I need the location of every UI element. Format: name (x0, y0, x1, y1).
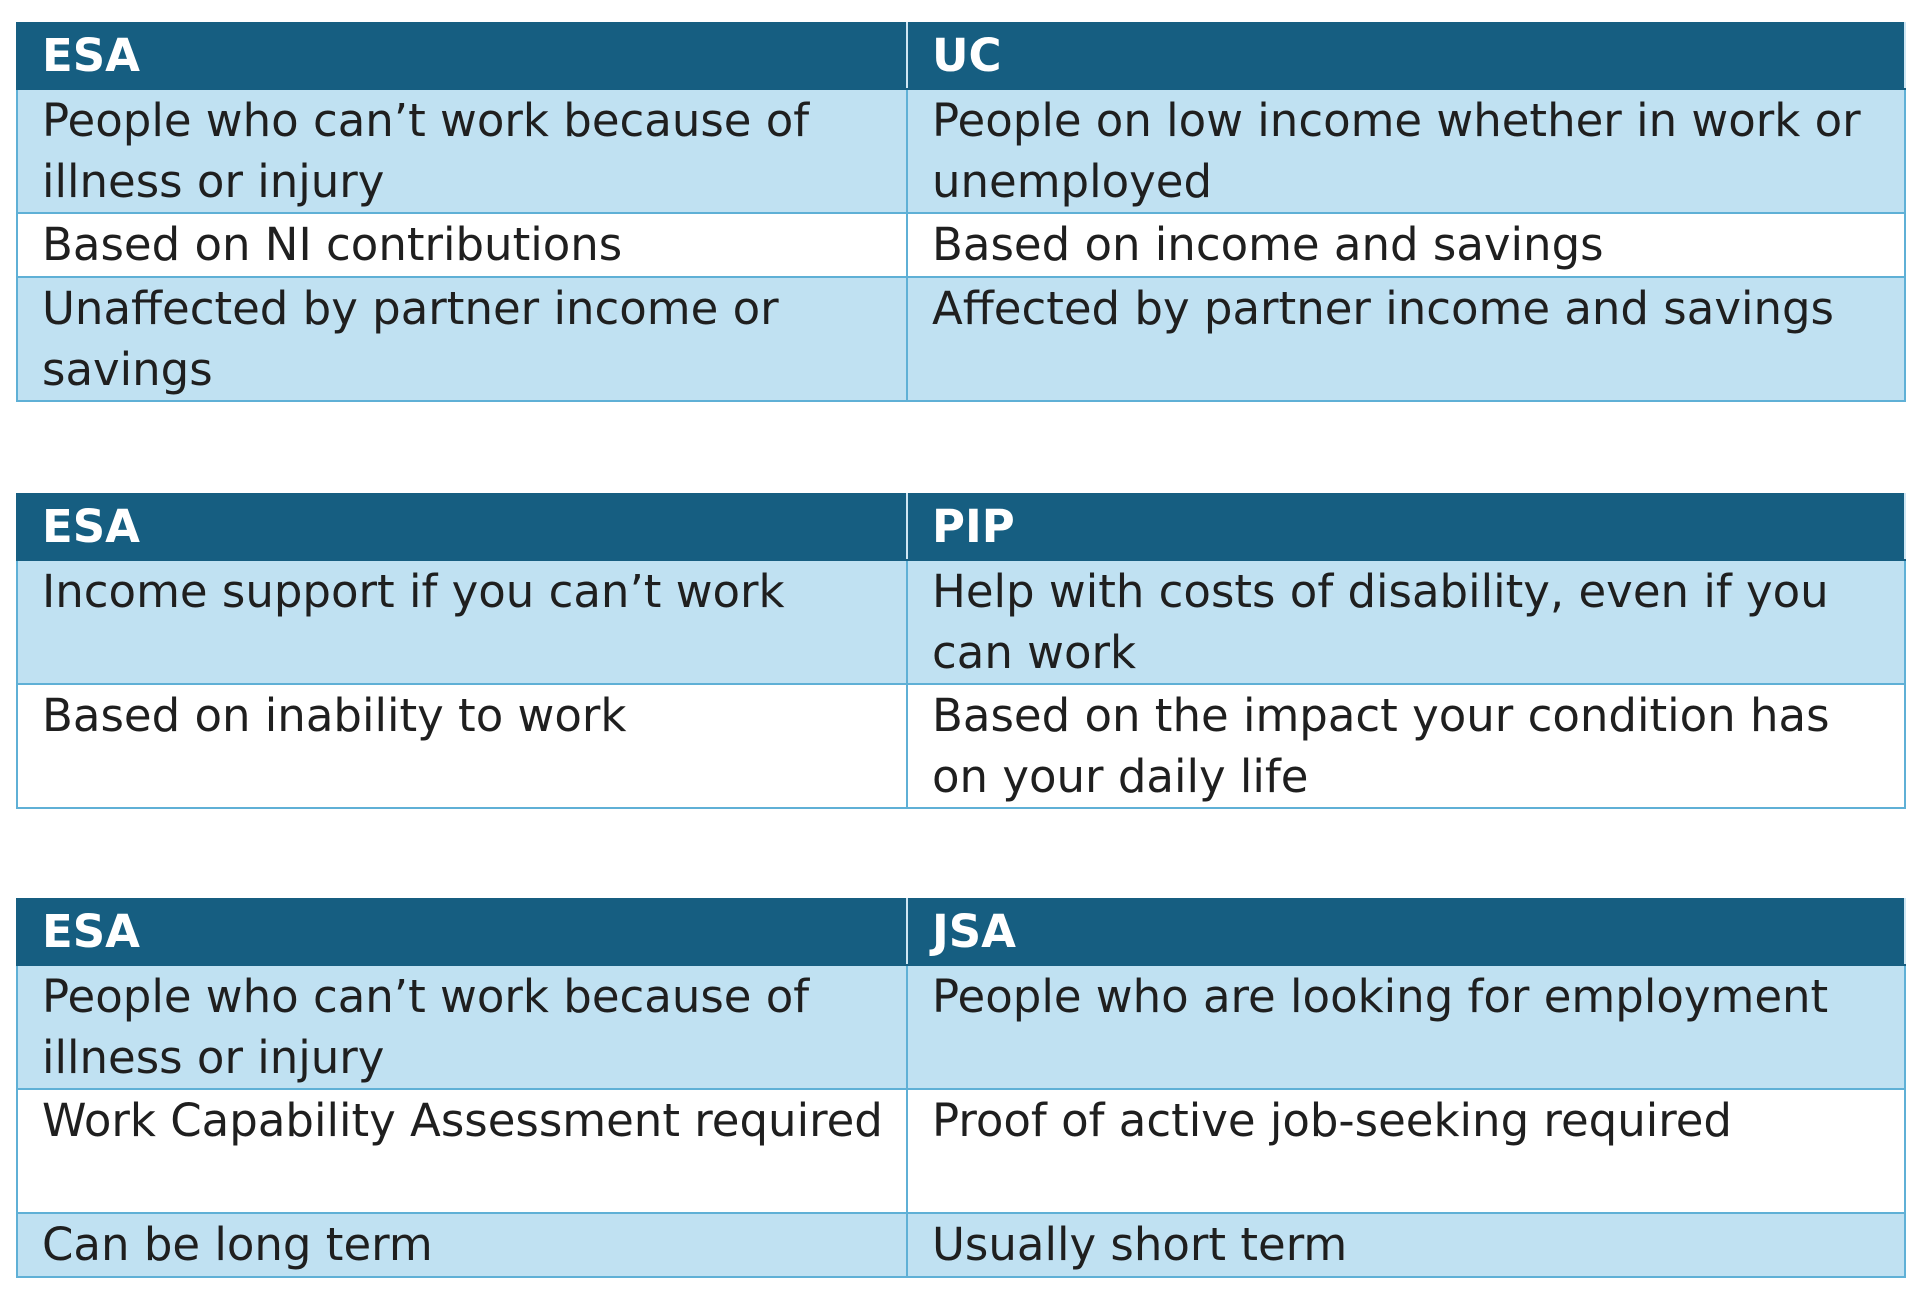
table-cell: Based on NI contributions (17, 213, 907, 277)
table-row (17, 560, 1905, 684)
table-cell: Unaffected by partner income or savings (17, 277, 907, 401)
table-cell: People who can’t work because of illness or injury (17, 89, 907, 213)
table-row (17, 684, 1905, 808)
comparison-table-esa-pip (16, 493, 1906, 809)
table-row (17, 277, 1905, 401)
table-cell: People who are looking for employment (907, 965, 1905, 1089)
table-cell: People on low income whether in work or unemployed (907, 89, 1905, 213)
table-cell: Proof of active job-seeking required (907, 1089, 1905, 1213)
table-header-row (17, 23, 1905, 89)
table-cell: Based on income and savings (907, 213, 1905, 277)
table-row (17, 965, 1905, 1089)
column-header: ESA (17, 899, 907, 965)
comparison-table-esa-uc (16, 22, 1906, 402)
column-header: JSA (907, 899, 1905, 965)
table-cell: Based on inability to work (17, 684, 907, 808)
table-cell: Can be long term (17, 1213, 907, 1277)
column-header: UC (907, 23, 1905, 89)
table-header-row (17, 494, 1905, 560)
table-header-row (17, 899, 1905, 965)
table-row (17, 1089, 1905, 1213)
table-cell: Help with costs of disability, even if you can work (907, 560, 1905, 684)
table-cell: Affected by partner income and savings (907, 277, 1905, 401)
table-cell: Work Capability Assessment required (17, 1089, 907, 1213)
table-row (17, 1213, 1905, 1277)
table-cell: Based on the impact your condition has on your daily life (907, 684, 1905, 808)
column-header: ESA (17, 494, 907, 560)
table-row (17, 89, 1905, 213)
table-cell: Income support if you can’t work (17, 560, 907, 684)
column-header: ESA (17, 23, 907, 89)
table-cell: People who can’t work because of illness or injury (17, 965, 907, 1089)
table-cell: Usually short term (907, 1213, 1905, 1277)
table-row (17, 213, 1905, 277)
column-header: PIP (907, 494, 1905, 560)
comparison-table-esa-jsa (16, 898, 1906, 1278)
